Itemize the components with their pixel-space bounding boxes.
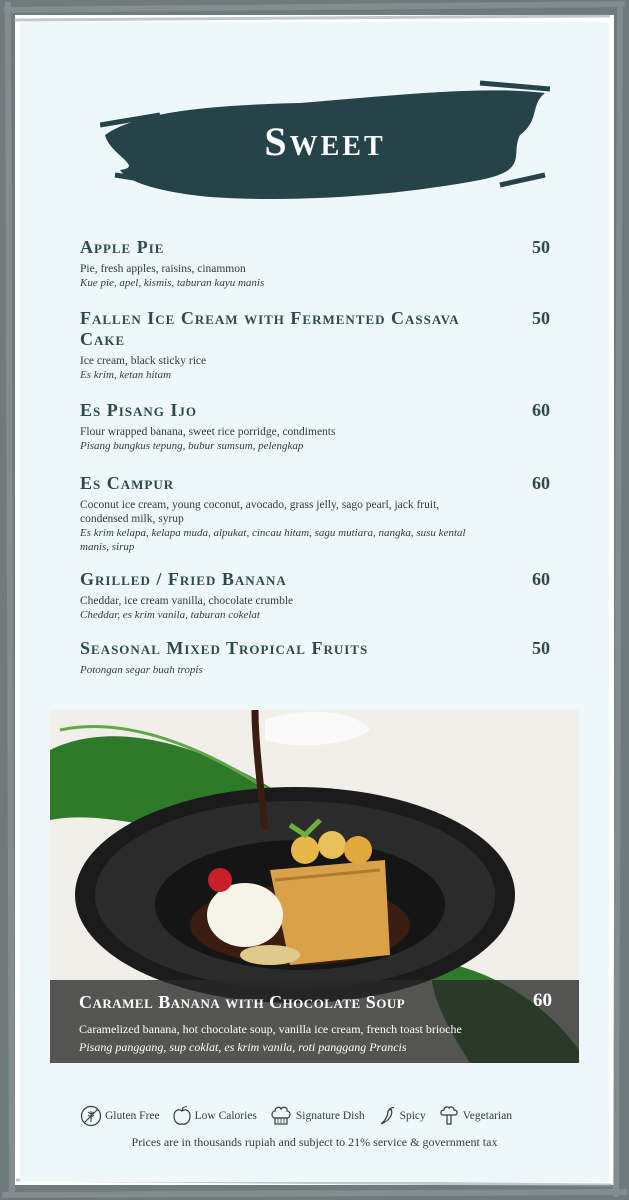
item-name: Fallen Ice Cream with Fermented Cassava Cake	[80, 308, 460, 349]
chili-icon	[377, 1105, 397, 1127]
item-price: 60	[532, 400, 550, 420]
item-description-id: Es krim, ketan hitam	[80, 369, 172, 381]
item-price: 60	[532, 473, 550, 493]
apple-icon	[172, 1105, 192, 1127]
item-description: Coconut ice cream, young coconut, avocado, grass jelly, sago pearl, jack fruit, condensed milk, syrup	[80, 499, 440, 525]
featured-description: Caramelized banana, hot chocolate soup, vanilla ice cream, french toast brioche	[79, 1022, 462, 1036]
item-description-id: Kue pie, apel, kismis, taburan kayu manis	[80, 277, 265, 289]
legend-label: Vegetarian	[462, 1110, 512, 1122]
broccoli-icon	[438, 1105, 460, 1127]
legend-spicy	[377, 1105, 426, 1127]
section-title: Sweet	[264, 119, 386, 164]
menu-item	[80, 237, 560, 290]
item-name: Grilled / Fried Banana	[80, 569, 287, 589]
item-name: Es Campur	[80, 473, 175, 493]
item-price: 60	[532, 569, 550, 589]
menu-item	[80, 638, 560, 677]
item-description-id: Cheddar, es krim vanila, taburan cokelat	[80, 609, 260, 621]
item-description-id: Potongan segar buah tropis	[80, 664, 203, 676]
featured-name: Caramel Banana with Chocolate Soup	[79, 992, 406, 1012]
price-note: Prices are in thousands rupiah and subject to 21% service & government tax	[131, 1135, 498, 1149]
legend-label: Spicy	[399, 1110, 426, 1122]
menu-item	[80, 400, 560, 453]
item-description-id: Es krim kelapa, kelapa muda, alpukat, cincau hitam, sagu mutiara, nangka, susu kental manis, sirup	[80, 527, 466, 553]
item-description: Cheddar, ice cream vanilla, chocolate crumble	[80, 595, 294, 607]
item-name: Seasonal Mixed Tropical Fruits	[80, 638, 369, 658]
legend-low-calories	[172, 1105, 257, 1127]
menu-item	[80, 308, 560, 382]
item-description: Ice cream, black sticky rice	[80, 355, 207, 367]
chef-hat-icon	[269, 1105, 293, 1127]
menu-item	[80, 569, 560, 622]
menu-item	[80, 473, 560, 554]
item-name: Es Pisang Ijo	[80, 400, 198, 420]
featured-description-id: Pisang panggang, sup coklat, es krim vanila, roti panggang Prancis	[79, 1040, 407, 1054]
item-price: 50	[532, 638, 550, 658]
gluten-free-icon	[80, 1105, 102, 1127]
item-description-id: Pisang bungkus tepung, bubur sumsum, pelengkap	[80, 440, 304, 452]
item-description: Flour wrapped banana, sweet rice porridge, condiments	[80, 426, 336, 438]
section-header	[100, 75, 550, 205]
legend-gluten-free	[80, 1105, 160, 1127]
legend-vegetarian	[438, 1105, 512, 1127]
item-price: 50	[532, 308, 550, 328]
item-description: Pie, fresh apples, raisins, cinammon	[80, 263, 246, 275]
featured-caption	[50, 980, 579, 1063]
featured-dish-photo	[50, 710, 579, 1063]
legend-label: Signature Dish	[295, 1110, 365, 1122]
legend-signature-dish	[269, 1105, 365, 1127]
item-name: Apple Pie	[80, 237, 165, 257]
legend-label: Gluten Free	[105, 1110, 160, 1122]
dietary-legend	[80, 1103, 560, 1129]
item-price: 50	[532, 237, 550, 257]
featured-price: 60	[533, 990, 552, 1011]
legend-label: Low Calories	[194, 1110, 257, 1122]
